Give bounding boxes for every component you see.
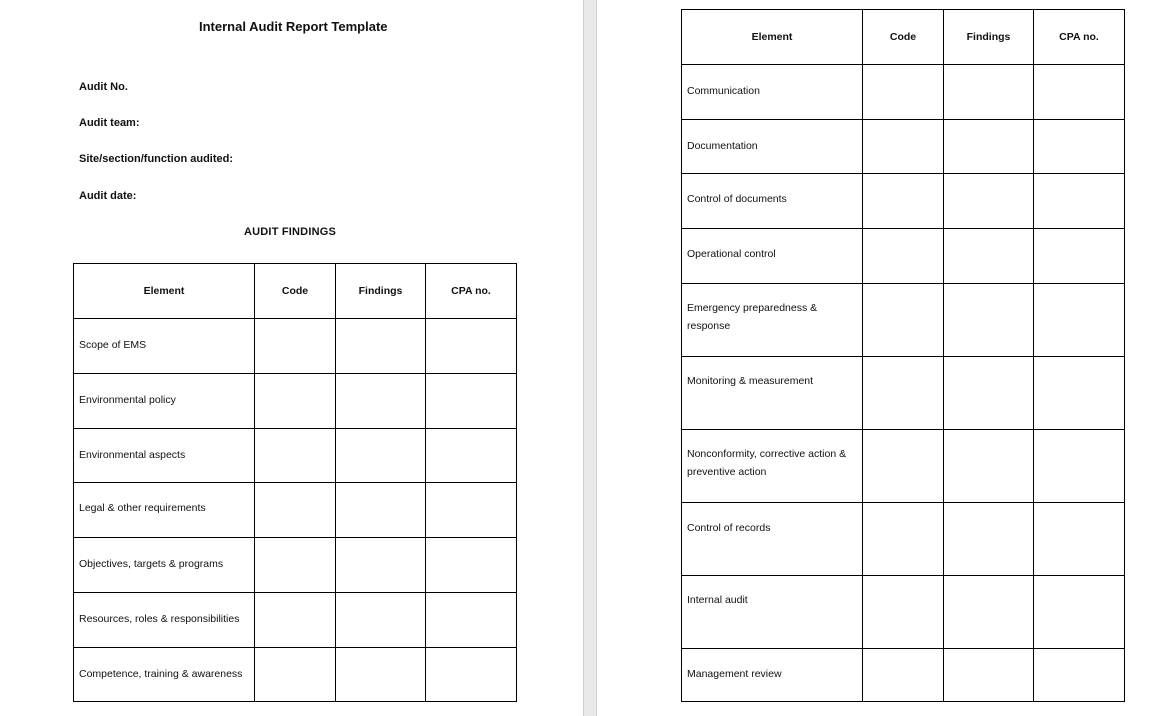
element-cell: Nonconformity, corrective action & preventive action	[682, 430, 863, 503]
audit-no-label: Audit No.	[79, 81, 128, 93]
findings-cell[interactable]	[944, 65, 1034, 120]
table-row	[74, 593, 517, 648]
table-row	[682, 65, 1125, 120]
findings-cell[interactable]	[944, 430, 1034, 503]
code-cell[interactable]	[863, 357, 944, 430]
cpa-no-cell[interactable]	[1034, 174, 1125, 229]
table-row	[74, 648, 517, 702]
table-row	[682, 357, 1125, 430]
findings-cell[interactable]	[944, 576, 1034, 649]
element-cell: Objectives, targets & programs	[74, 538, 255, 593]
column-header-element: Element	[682, 10, 863, 65]
code-cell[interactable]	[255, 593, 336, 648]
audit-date-label: Audit date:	[79, 190, 137, 202]
findings-cell[interactable]	[944, 120, 1034, 174]
code-cell[interactable]	[863, 65, 944, 120]
element-cell: Communication	[682, 65, 863, 120]
cpa-no-cell[interactable]	[1034, 65, 1125, 120]
findings-cell[interactable]	[944, 649, 1034, 702]
site-audited-label: Site/section/function audited:	[79, 153, 234, 165]
cpa-no-cell[interactable]	[1034, 284, 1125, 357]
column-header-findings: Findings	[944, 10, 1034, 65]
element-cell: Legal & other requirements	[74, 483, 255, 538]
code-cell[interactable]	[863, 284, 944, 357]
column-header-findings: Findings	[336, 264, 426, 319]
element-cell: Monitoring & measurement	[682, 357, 863, 430]
column-header-code: Code	[255, 264, 336, 319]
column-header-code: Code	[863, 10, 944, 65]
code-cell[interactable]	[863, 576, 944, 649]
element-cell: Scope of EMS	[74, 319, 255, 374]
document-page-1	[0, 0, 583, 716]
table-row	[682, 120, 1125, 174]
findings-cell[interactable]	[336, 538, 426, 593]
cpa-no-cell[interactable]	[426, 429, 517, 483]
audit-findings-table-page-1	[73, 263, 517, 702]
findings-cell[interactable]	[944, 357, 1034, 430]
table-row	[74, 483, 517, 538]
element-cell: Control of records	[682, 503, 863, 576]
element-cell: Environmental aspects	[74, 429, 255, 483]
code-cell[interactable]	[255, 429, 336, 483]
cpa-no-cell[interactable]	[1034, 357, 1125, 430]
table-header-row	[74, 264, 517, 319]
findings-cell[interactable]	[336, 648, 426, 702]
document-page-2	[597, 0, 1173, 716]
cpa-no-cell[interactable]	[426, 374, 517, 429]
code-cell[interactable]	[255, 319, 336, 374]
cpa-no-cell[interactable]	[1034, 430, 1125, 503]
findings-cell[interactable]	[336, 593, 426, 648]
column-header-cpa-no: CPA no.	[1034, 10, 1125, 65]
table-row	[74, 319, 517, 374]
findings-cell[interactable]	[944, 229, 1034, 284]
page-gutter	[583, 0, 597, 716]
table-row	[682, 430, 1125, 503]
findings-cell[interactable]	[944, 284, 1034, 357]
table-row	[682, 174, 1125, 229]
table-row	[682, 649, 1125, 702]
table-row	[74, 538, 517, 593]
column-header-cpa-no: CPA no.	[426, 264, 517, 319]
code-cell[interactable]	[863, 649, 944, 702]
findings-cell[interactable]	[944, 174, 1034, 229]
element-cell: Operational control	[682, 229, 863, 284]
element-cell: Management review	[682, 649, 863, 702]
code-cell[interactable]	[863, 503, 944, 576]
table-row	[682, 503, 1125, 576]
element-cell: Resources, roles & responsibilities	[74, 593, 255, 648]
code-cell[interactable]	[863, 174, 944, 229]
element-cell: Environmental policy	[74, 374, 255, 429]
findings-cell[interactable]	[944, 503, 1034, 576]
cpa-no-cell[interactable]	[1034, 503, 1125, 576]
audit-findings-table-page-2	[681, 9, 1125, 702]
document-title: Internal Audit Report Template	[199, 19, 388, 34]
findings-cell[interactable]	[336, 374, 426, 429]
table-row	[74, 374, 517, 429]
table-row	[682, 576, 1125, 649]
code-cell[interactable]	[863, 229, 944, 284]
audit-findings-heading: AUDIT FINDINGS	[244, 226, 337, 238]
code-cell[interactable]	[255, 374, 336, 429]
audit-team-label: Audit team:	[79, 117, 140, 129]
table-row	[74, 429, 517, 483]
findings-cell[interactable]	[336, 319, 426, 374]
cpa-no-cell[interactable]	[1034, 120, 1125, 174]
table-row	[682, 284, 1125, 357]
table-header-row	[682, 10, 1125, 65]
code-cell[interactable]	[255, 538, 336, 593]
code-cell[interactable]	[863, 430, 944, 503]
code-cell[interactable]	[255, 648, 336, 702]
findings-cell[interactable]	[336, 483, 426, 538]
cpa-no-cell[interactable]	[426, 483, 517, 538]
cpa-no-cell[interactable]	[426, 593, 517, 648]
table-row	[682, 229, 1125, 284]
element-cell: Competence, training & awareness	[74, 648, 255, 702]
findings-cell[interactable]	[336, 429, 426, 483]
code-cell[interactable]	[255, 483, 336, 538]
cpa-no-cell[interactable]	[1034, 576, 1125, 649]
element-cell: Control of documents	[682, 174, 863, 229]
code-cell[interactable]	[863, 120, 944, 174]
cpa-no-cell[interactable]	[426, 319, 517, 374]
column-header-element: Element	[74, 264, 255, 319]
cpa-no-cell[interactable]	[1034, 229, 1125, 284]
element-cell: Internal audit	[682, 576, 863, 649]
element-cell: Documentation	[682, 120, 863, 174]
cpa-no-cell[interactable]	[1034, 649, 1125, 702]
cpa-no-cell[interactable]	[426, 538, 517, 593]
element-cell: Emergency preparedness & response	[682, 284, 863, 357]
cpa-no-cell[interactable]	[426, 648, 517, 702]
